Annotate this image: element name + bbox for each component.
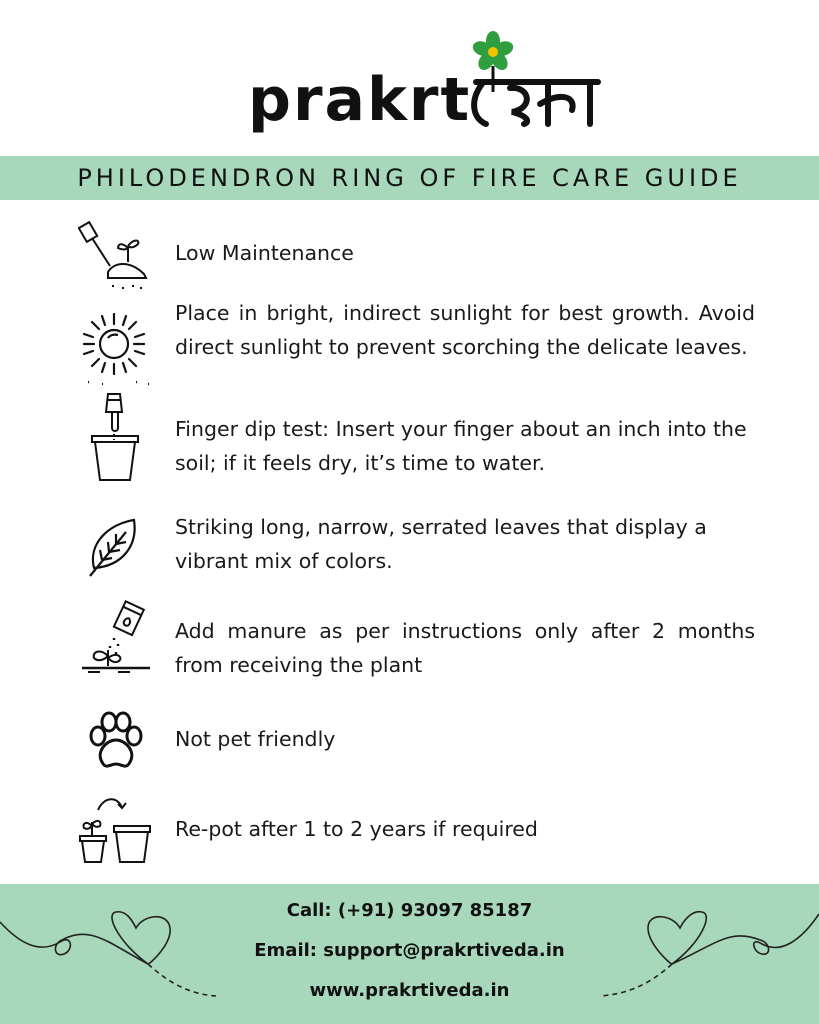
contact-website[interactable]: www.prakrtiveda.in	[309, 980, 510, 1001]
contact-email[interactable]: Email: support@prakrtiveda.in	[254, 940, 565, 961]
care-item-text: Re-pot after 1 to 2 years if required	[175, 817, 538, 841]
page-title: PHILODENDRON RING OF FIRE CARE GUIDE	[77, 164, 742, 192]
paw-icon	[78, 704, 154, 780]
leaf-icon	[78, 510, 154, 586]
shovel-sprout-icon	[78, 218, 154, 294]
care-item-text: Finger dip test: Insert your finger about an inch into the soil; if it feels dry, it’s time to water.	[175, 417, 747, 475]
sun-icon	[78, 310, 154, 386]
finger-pot-icon	[78, 390, 154, 482]
care-item-text: Place in bright, indirect sunlight for best growth. Avoid direct sunlight to prevent scorching the delicate leaves.	[175, 301, 755, 359]
care-item-text: Striking long, narrow, serrated leaves that display a vibrant mix of colors.	[175, 515, 707, 573]
logo-graphic	[0, 0, 819, 150]
title-banner	[0, 156, 819, 200]
fertilizer-icon	[78, 598, 154, 682]
care-item-text: Low Maintenance	[175, 241, 354, 265]
contact-phone[interactable]: Call: (+91) 93097 85187	[286, 900, 533, 921]
contact-footer	[0, 884, 819, 1024]
care-item-text: Add manure as per instructions only after 2 months from receiving the plant	[175, 619, 755, 677]
care-item-text: Not pet friendly	[175, 727, 336, 751]
logo-latin-text: prakrt	[248, 65, 472, 135]
brand-logo	[0, 0, 819, 150]
repot-icon	[78, 794, 154, 870]
